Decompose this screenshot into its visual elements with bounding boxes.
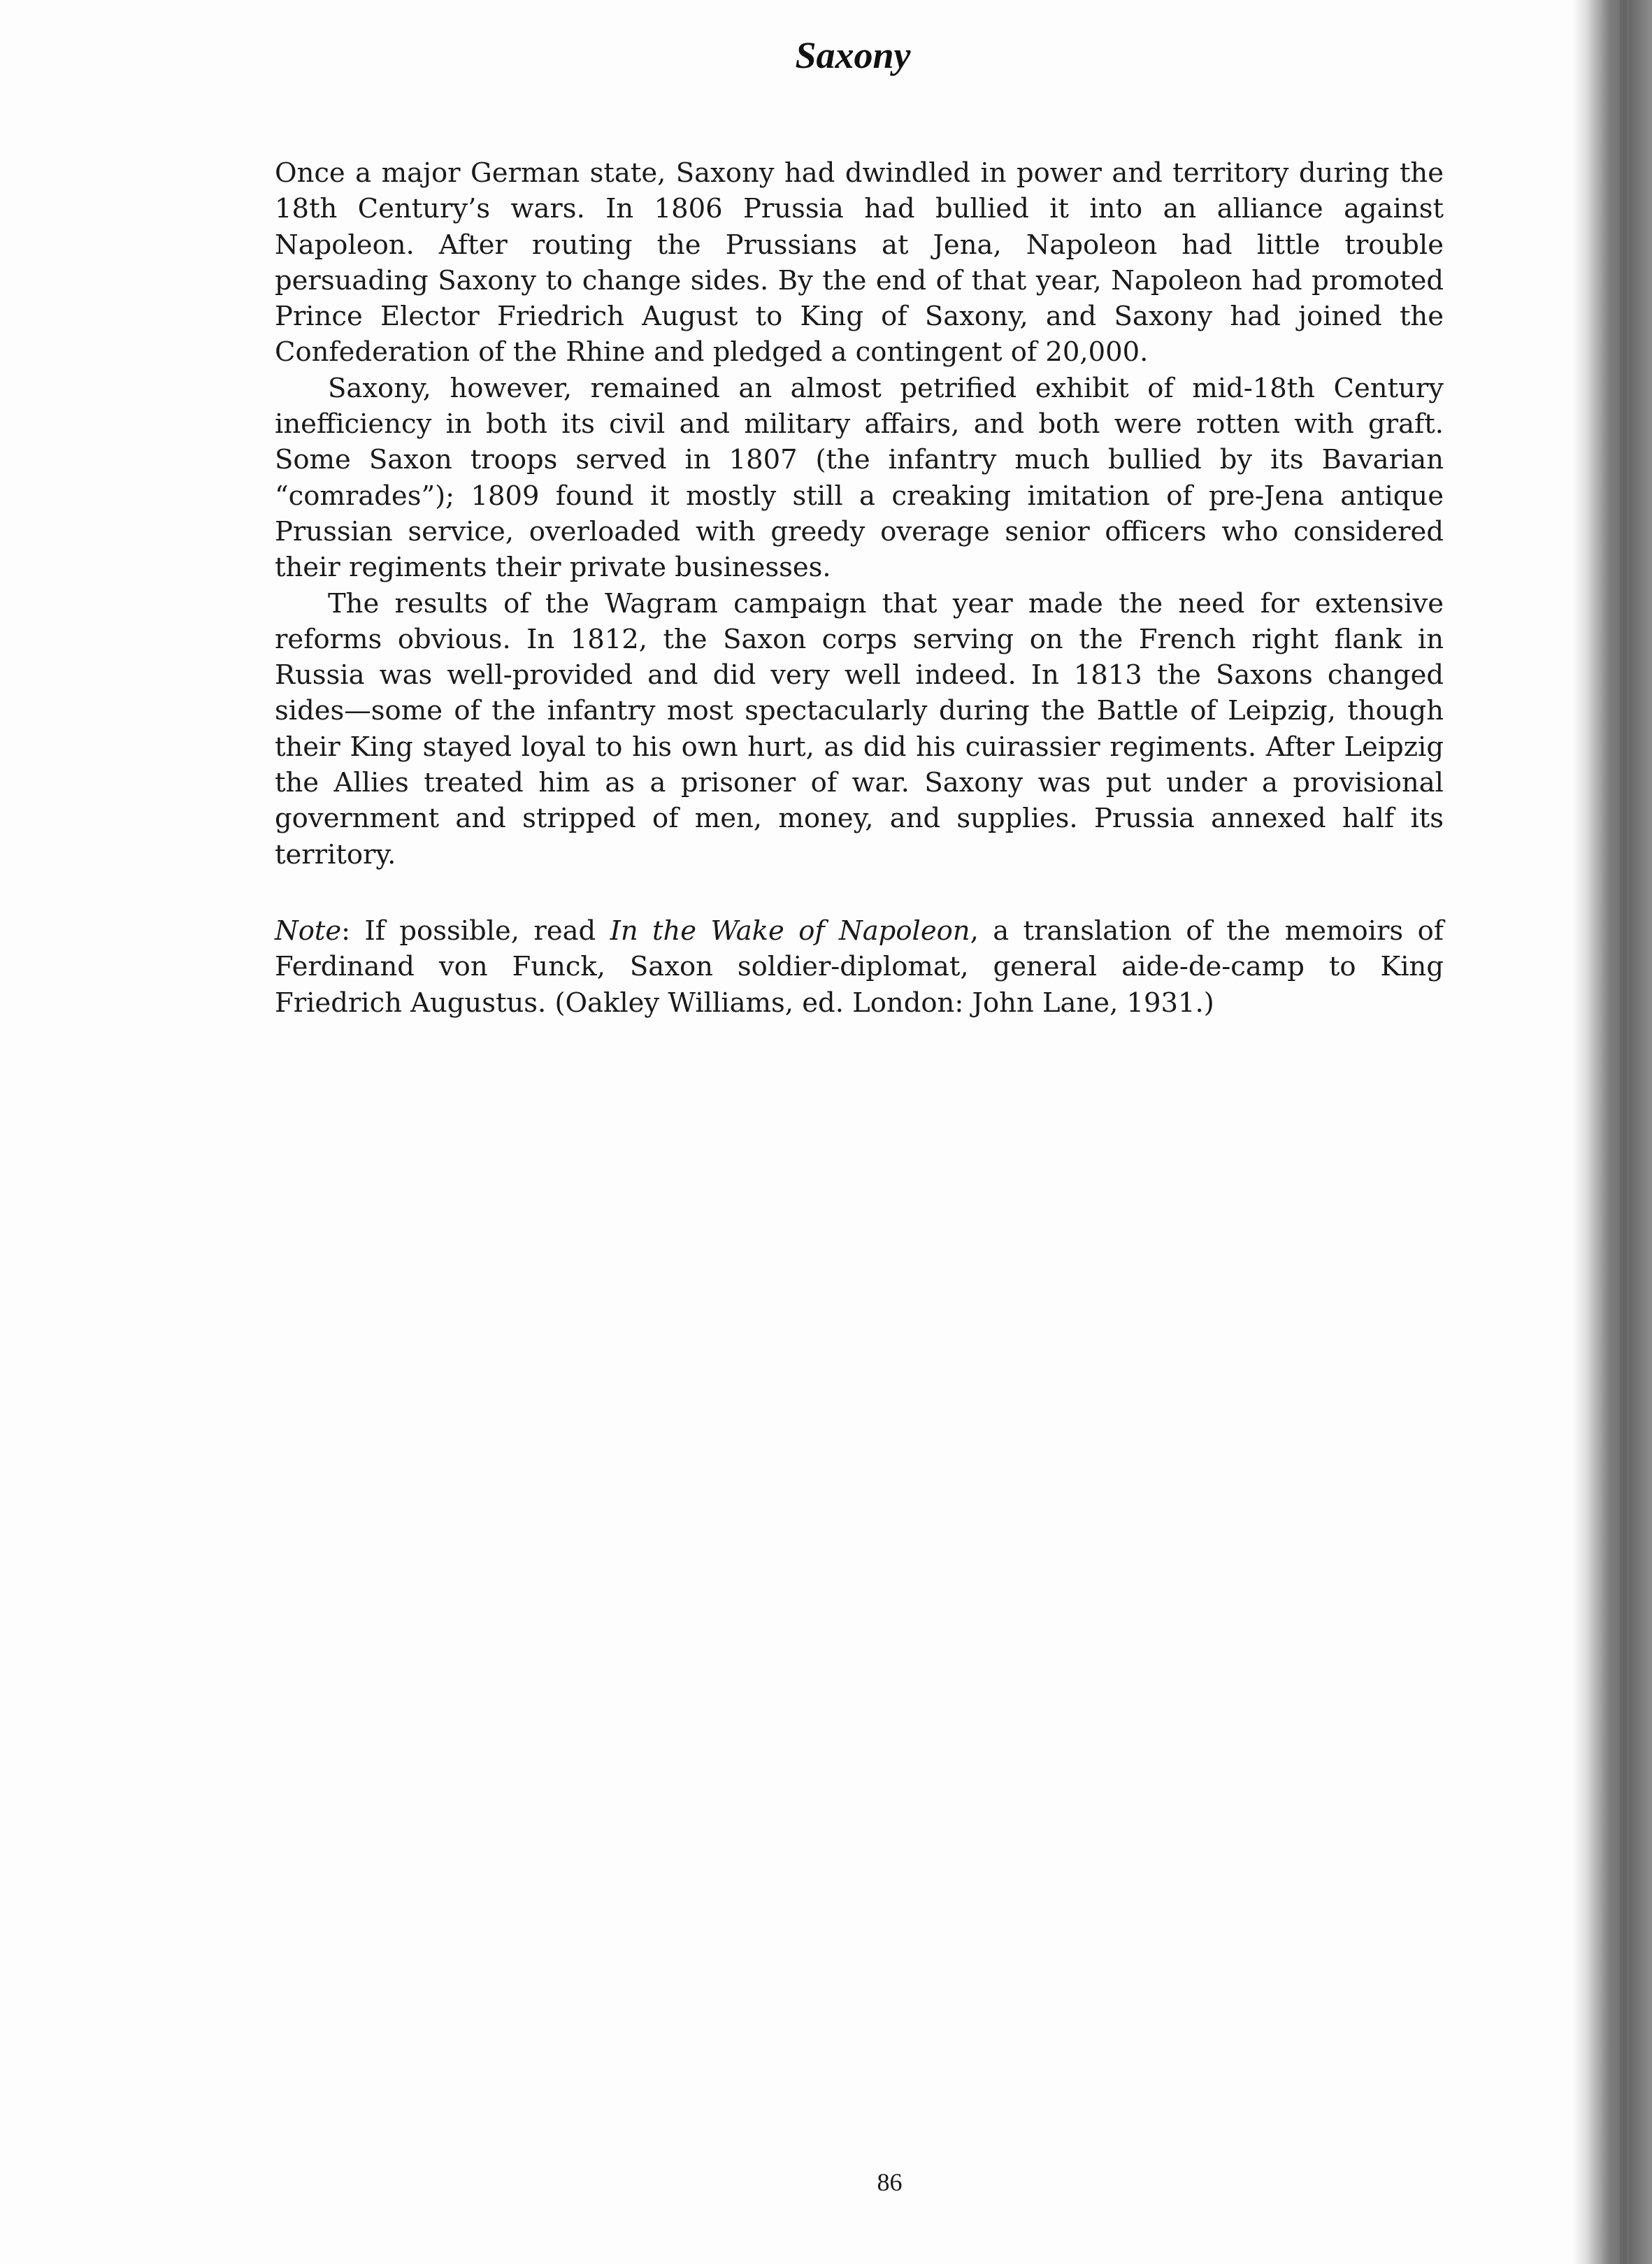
note-book-title: In the Wake of Napoleon bbox=[610, 915, 970, 947]
book-spine-band bbox=[1620, 0, 1627, 2264]
note-paragraph bbox=[275, 913, 1444, 1021]
paragraph-3: The results of the Wagram campaign that year made the need for extensive reforms obvious. In 1812, the Saxon corps serving on the French right flank in Russia was well-provided and did very well indeed. In 1813 the Saxons changed sides—some of the infantry most spectacularly during the Battle of Leipzig, though their King stayed loyal to his own hurt, as did his cuirassier regiments. After Leipzig the Allies treated him as a prisoner of war. Saxony was put under a provisional government and stripped of men, money, and supplies. Prussia annexed half its territory. bbox=[275, 587, 1444, 871]
note-text-after: , a translation of the memoirs of Ferdinand von Funck, Saxon soldier-diplomat, general aide-de-camp to King Friedrich Augustus. (Oakley Williams, ed. London: John Lane, 1931.) bbox=[275, 915, 1444, 1019]
note-text-before: : If possible, read bbox=[341, 915, 610, 947]
paragraph-2: Saxony, however, remained an almost petrified exhibit of mid-18th Century inefficiency in both its civil and military affairs, and both were rotten with graft. Some Saxon troops served in 1807 (the infantry much bullied by its Bavarian “comrades”); 1809 found it mostly still a creaking imitation of pre-Jena antique Prussian service, overloaded with greedy overage senior officers who considered their regiments their private businesses. bbox=[275, 372, 1444, 584]
body-text bbox=[275, 155, 1444, 1021]
page-number: 86 bbox=[877, 2168, 903, 2196]
page-title: Saxony bbox=[795, 34, 911, 76]
book-spine-shadow bbox=[1572, 0, 1652, 2264]
paragraph-1: Once a major German state, Saxony had dwindled in power and territory during the 18th Century’s wars. In 1806 Prussia had bullied it into an alliance against Napoleon. After routing the Prussians at Jena, Napoleon had little trouble persuading Saxony to change sides. By the end of that year, Napoleon had promoted Prince Elector Friedrich August to King of Saxony, and Saxony had joined the Confederation of the Rhine and pledged a contingent of 20,000. bbox=[275, 157, 1444, 368]
note-label: Note bbox=[275, 915, 342, 947]
